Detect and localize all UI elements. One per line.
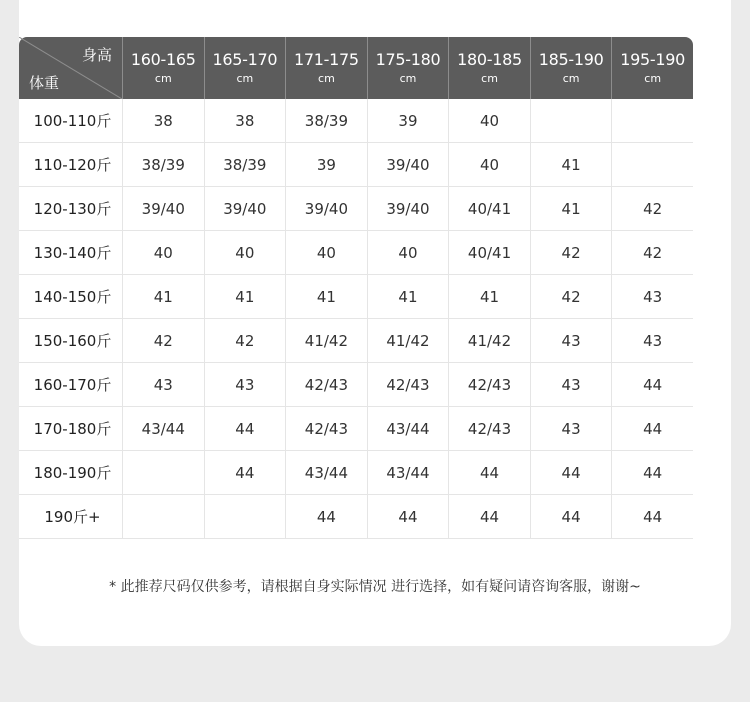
size-cell: 41: [285, 275, 367, 319]
size-cell: 39/40: [204, 187, 286, 231]
weight-cell: 140-150斤: [19, 275, 122, 319]
size-cell: [204, 495, 286, 539]
size-cell: 43: [204, 363, 286, 407]
size-cell: 41/42: [367, 319, 449, 363]
size-cell: 44: [530, 451, 612, 495]
size-cell: 42: [530, 231, 612, 275]
height-unit: cm: [236, 71, 254, 85]
height-unit: cm: [318, 71, 335, 85]
table-row: [19, 363, 693, 407]
size-cell: 44: [448, 495, 530, 539]
size-cell: 43/44: [367, 451, 449, 495]
size-cell: 43: [530, 319, 612, 363]
size-cell: [122, 495, 204, 539]
height-axis-label: 身高: [81, 46, 112, 64]
table-row: [19, 407, 693, 451]
size-cell: 42: [122, 319, 204, 363]
height-header-cell: [285, 37, 367, 99]
size-cell: 38/39: [122, 143, 204, 187]
height-unit: cm: [399, 71, 417, 85]
weight-cell: 160-170斤: [19, 363, 122, 407]
size-cell: 41: [530, 143, 612, 187]
size-cell: 41/42: [448, 319, 530, 363]
size-cell: [611, 143, 693, 187]
height-unit: cm: [154, 71, 172, 85]
size-cell: 44: [611, 407, 693, 451]
size-cell: 40/41: [448, 187, 530, 231]
size-cell: 44: [204, 451, 286, 495]
table-row: [19, 99, 693, 143]
size-cell: 40: [448, 99, 530, 143]
size-cell: 42: [611, 231, 693, 275]
height-unit: cm: [481, 71, 498, 85]
size-cell: 39/40: [122, 187, 204, 231]
size-cell: 38/39: [204, 143, 286, 187]
height-range: 165-170: [212, 49, 278, 69]
size-cell: 41: [530, 187, 612, 231]
size-disclaimer-note: * 此推荐尺码仅供参考，请根据自身实际情况 进行选择，如有疑问请咨询客服，谢谢~: [109, 579, 641, 595]
size-cell: 43: [611, 275, 693, 319]
height-header-cell: [367, 37, 449, 99]
size-cell: 40: [448, 143, 530, 187]
size-cell: 40: [204, 231, 286, 275]
size-cell: 40: [285, 231, 367, 275]
header-row: [19, 37, 693, 99]
table-row: [19, 143, 693, 187]
weight-cell: 120-130斤: [19, 187, 122, 231]
size-cell: 43: [530, 407, 612, 451]
size-cell: 43: [611, 319, 693, 363]
height-header-cell: [204, 37, 286, 99]
size-cell: 39/40: [367, 187, 449, 231]
size-cell: 41: [367, 275, 449, 319]
size-cell: 43/44: [285, 451, 367, 495]
size-cell: 41: [448, 275, 530, 319]
size-cell: 42/43: [367, 363, 449, 407]
height-header-cell: [611, 37, 693, 99]
size-cell: 44: [367, 495, 449, 539]
size-cell: 43/44: [122, 407, 204, 451]
size-cell: 42/43: [448, 407, 530, 451]
height-range: 180-185: [457, 49, 522, 69]
size-cell: 44: [204, 407, 286, 451]
size-cell: 43: [122, 363, 204, 407]
size-cell: 44: [530, 495, 612, 539]
height-header-cell: [530, 37, 612, 99]
size-cell: 42/43: [285, 407, 367, 451]
weight-cell: 190斤+: [19, 495, 122, 539]
height-range: 160-165: [130, 49, 196, 69]
table-row: [19, 495, 693, 539]
size-cell: 39/40: [367, 143, 449, 187]
size-cell: 44: [611, 451, 693, 495]
size-cell: 42: [204, 319, 286, 363]
weight-cell: 130-140斤: [19, 231, 122, 275]
size-cell: 39/40: [285, 187, 367, 231]
size-table: [19, 37, 693, 539]
size-cell: 39: [285, 143, 367, 187]
size-cell: 44: [611, 363, 693, 407]
height-unit: cm: [644, 71, 662, 85]
weight-cell: 110-120斤: [19, 143, 122, 187]
corner-header-cell: [19, 37, 122, 99]
height-header-cell: [122, 37, 204, 99]
table-row: [19, 319, 693, 363]
size-cell: [530, 99, 612, 143]
size-cell: 40: [367, 231, 449, 275]
table-row: [19, 187, 693, 231]
size-cell: 43: [530, 363, 612, 407]
weight-cell: 170-180斤: [19, 407, 122, 451]
height-unit: cm: [562, 71, 580, 85]
size-cell: [611, 99, 693, 143]
size-cell: 38: [204, 99, 286, 143]
size-cell: 42: [611, 187, 693, 231]
size-cell: 43/44: [367, 407, 449, 451]
size-cell: 42: [530, 275, 612, 319]
size-cell: 41/42: [285, 319, 367, 363]
size-cell: [122, 451, 204, 495]
size-cell: 42/43: [285, 363, 367, 407]
height-range: 185-190: [538, 49, 604, 69]
table-row: [19, 231, 693, 275]
weight-axis-label: 体重: [29, 74, 60, 92]
table-row: [19, 451, 693, 495]
size-cell: 40: [122, 231, 204, 275]
size-cell: 38/39: [285, 99, 367, 143]
weight-cell: 180-190斤: [19, 451, 122, 495]
size-cell: 41: [204, 275, 286, 319]
size-cell: 41: [122, 275, 204, 319]
height-range: 195-190: [620, 49, 686, 69]
height-range: 171-175: [294, 49, 359, 69]
size-cell: 44: [611, 495, 693, 539]
size-cell: 44: [285, 495, 367, 539]
table-row: [19, 275, 693, 319]
size-cell: 39: [367, 99, 449, 143]
size-cell: 42/43: [448, 363, 530, 407]
weight-cell: 100-110斤: [19, 99, 122, 143]
height-header-cell: [448, 37, 530, 99]
height-range: 175-180: [375, 49, 441, 69]
size-cell: 38: [122, 99, 204, 143]
size-cell: 44: [448, 451, 530, 495]
weight-cell: 150-160斤: [19, 319, 122, 363]
size-cell: 40/41: [448, 231, 530, 275]
